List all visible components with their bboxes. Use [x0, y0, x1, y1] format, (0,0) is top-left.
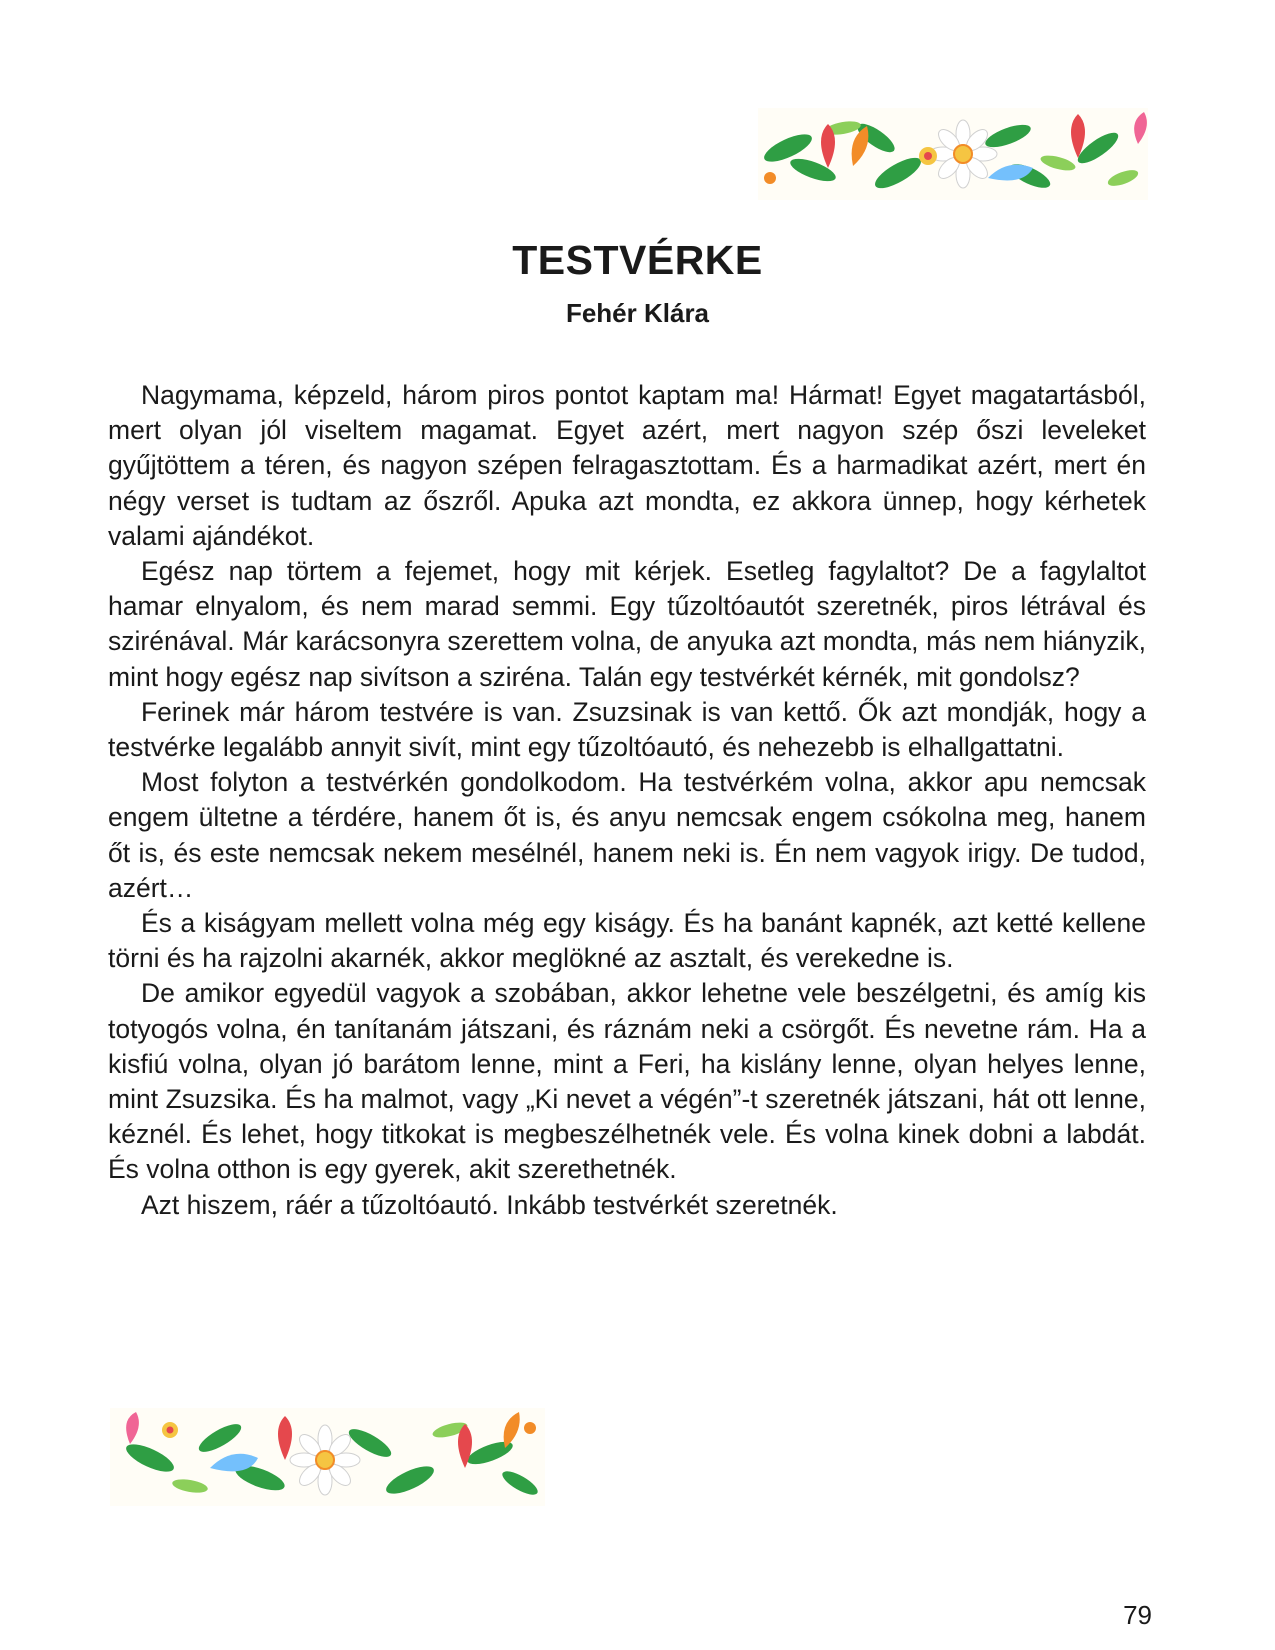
paragraph: És a kiságyam mellett volna még egy kiságy. És ha banánt kapnék, azt ketté kellene törni és ha rajzolni akarnék, akkor meglökné az asztalt, és verekedne is. [108, 908, 1146, 974]
paragraph: De amikor egyedül vagyok a szobában, akkor lehetne vele beszélgetni, és amíg kis totyogós volna, én tanítanám játszani, és ráznám neki a csörgőt. És nevetne rám. Ha a kisfiú volna, olyan jó barátom lenne, mint a Feri, ha kislány lenne, olyan helyes lenne, mint Zsuzsika. És ha malmot, vagy „Ki nevet a végén”-t szeretnék játszani, hát ott lenne, kéznél. És lehet, hogy titkokat is megbeszélhetnék vele. És volna kinek dobni a labdát. És volna otthon is egy gyerek, akit szerethetnék. [108, 978, 1146, 1185]
paragraph: Azt hiszem, ráér a tűzoltóautó. Inkább testvérkét szeretnék. [141, 1189, 838, 1220]
paragraph: Nagymama, képzeld, három piros pontot kaptam ma! Hármat! Egyet magatartásból, mert olyan jól viseltem magamat. Egyet azért, mert nagyon szép őszi leveleket gyűjtöttem a téren, és nagyon szépen felragasztottam. És a harmadikat azért, mert én négy verset is tudtam az őszről. Apuka azt mondta, ez akkora ünnep, hogy kérhetek valami ajándékot. [108, 380, 1146, 551]
paragraph: Ferinek már három testvére is van. Zsuzsinak is van kettő. Ők azt mondják, hogy a testvérke legalább annyit sivít, mint egy tűzoltóautó, és nehezebb is elhallgattatni. [108, 696, 1146, 763]
folk-floral-border-icon [110, 1408, 545, 1506]
paragraph: Most folyton a testvérkén gondolkodom. Ha testvérkém volna, akkor apu nemcsak engem ültetne a térdére, hanem őt is, és anyu nemcsak engem csókolna meg, hanem őt is, és este nemcsak nekem mesélnél, hanem neki is. Én nem vagyok irigy. De tudod, azért… [108, 767, 1146, 903]
story-body [108, 378, 1146, 1223]
paragraph: Egész nap törtem a fejemet, hogy mit kérjek. Esetleg fagylaltot? De a fagylaltot hamar elnyalom, és nem marad semmi. Egy tűzoltóautót szeretnék, piros létrával és szirénával. Már karácsonyra szerettem volna, de anyuka azt mondta, más nem hiányzik, mint hogy egész nap sivítson a sziréna. Talán egy testvérkét kérnék, mit gondolsz? [108, 556, 1146, 692]
page-number: 79 [1123, 1600, 1152, 1630]
folk-floral-border-icon [758, 108, 1148, 200]
author-name: Fehér Klára [565, 298, 710, 328]
page-title: TESTVÉRKE [512, 237, 763, 283]
